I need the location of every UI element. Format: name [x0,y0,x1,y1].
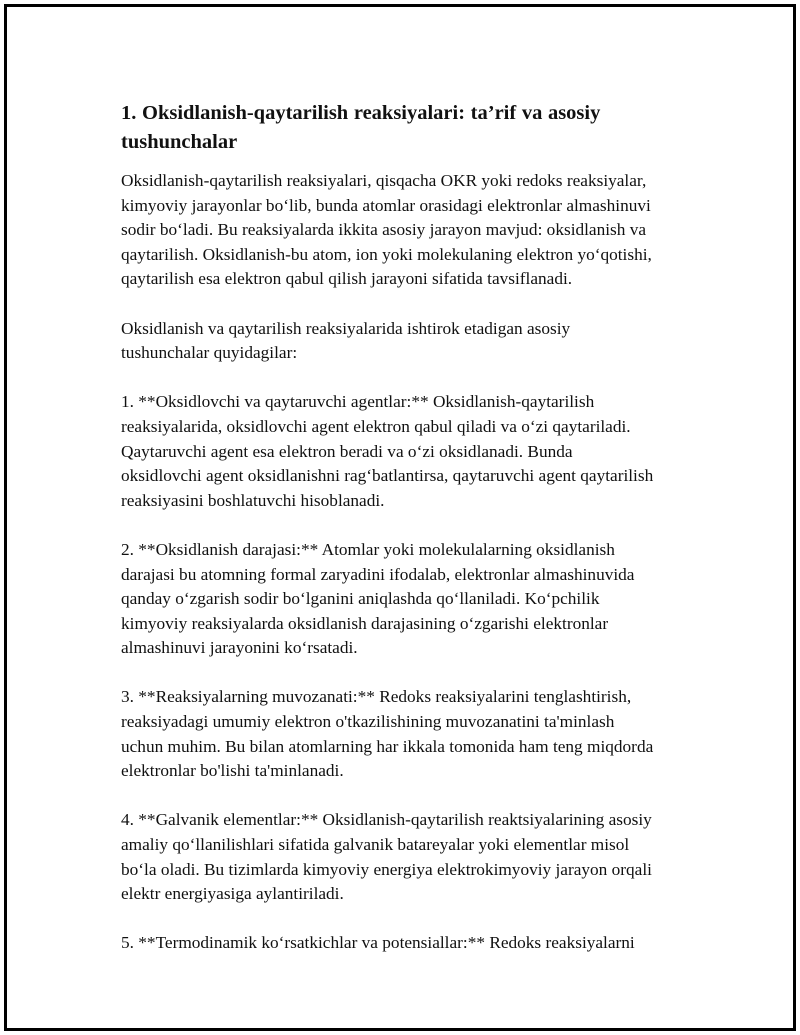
text-line: bo‘la oladi. Bu tizimlarda kimyoviy energiya elektrokimyoviy jarayon orqali [121,859,652,879]
section-heading [121,99,701,157]
text-line: kimyoviy reaksiyalarda oksidlanish darajasining o‘zgarishi elektronlar [121,613,609,633]
text-line: 1. **Oksidlovchi va qaytaruvchi agentlar:** Oksidlanish-qaytarilish [121,392,595,412]
text-line: kimyoviy jarayonlar bo‘lib, bunda atomlar orasidagi elektronlar almashinuvi [121,195,651,215]
list-item-oxidation-state [121,538,701,661]
text-line: Oksidlanish-qaytarilish reaksiyalari, qisqacha OKR yoki redoks reaksiyalar, [121,171,647,190]
text-line: elektronlar bo'lishi ta'minlanadi. [121,761,344,781]
text-line: 2. **Oksidlanish darajasi:** Atomlar yoki molekulalarning oksidlanish [121,539,615,559]
heading-line: tushunchalar [121,131,238,153]
list-item-balance [121,685,701,783]
text-line: Oksidlanish va qaytarilish reaksiyalarida ishtirok etadigan asosiy [121,318,571,338]
text-line: almashinuvi jarayonini ko‘rsatadi. [121,638,358,658]
text-line: darajasi bu atomning formal zaryadini ifodalab, elektronlar almashinuvida [121,564,635,584]
text-line: tushunchalar quyidagilar: [121,343,298,363]
text-line: reaksiyadagi umumiy elektron o'tkazilishining muvozanatini ta'minlash [121,712,615,732]
text-line: qanday o‘zgarish sodir bo‘lganini aniqlashda qo‘llaniladi. Ko‘pchilik [121,589,600,609]
document-body [121,99,701,981]
text-line: uchun muhim. Bu bilan atomlarning har ikkala tomonida ham teng miqdorda [121,736,654,756]
text-line: sodir bo‘ladi. Bu reaksiyalarda ikkita asosiy jarayon mavjud: oksidlanish va [121,220,647,240]
page-border [4,4,796,1031]
text-line: 5. **Termodinamik ko‘rsatkichlar va potensiallar:** Redoks reaksiyalarni [121,933,635,953]
text-line: reaksiyasini boshlatuvchi hisoblanadi. [121,490,385,510]
text-line: 4. **Galvanik elementlar:** Oksidlanish-qaytarilish reaktsiyalarining asosiy [121,810,652,830]
text-line: 3. **Reaksiyalarning muvozanati:** Redoks reaksiyalarini tenglashtirish, [121,687,632,707]
text-line: qaytarilish esa elektron qabul qilish jarayoni sifatida tavsiflanadi. [121,269,573,289]
text-line: qaytarilish. Oksidlanish-bu atom, ion yoki molekulaning elektron yo‘qotishi, [121,244,652,264]
list-item-thermodynamics [121,931,701,956]
text-line: amaliy qo‘llanilishlari sifatida galvanik batareyalar yoki elementlar misol [121,835,630,855]
text-line: elektr energiyasiga aylantiriladi. [121,884,344,904]
list-item-galvanic [121,808,701,906]
concepts-intro-paragraph [121,317,701,366]
list-item-agents [121,390,701,513]
text-line: Qaytaruvchi agent esa elektron beradi va o‘zi oksidlanadi. Bunda [121,441,573,461]
text-line: reaksiyalarida, oksidlovchi agent elektron qabul qiladi va o‘zi qaytariladi. [121,416,631,436]
heading-line: 1. Oksidlanish-qaytarilish reaksiyalari: ta’rif va asosiy [121,102,601,124]
text-line: oksidlovchi agent oksidlanishni rag‘batlantirsa, qaytaruvchi agent qaytarilish [121,466,654,486]
intro-paragraph [121,169,701,292]
